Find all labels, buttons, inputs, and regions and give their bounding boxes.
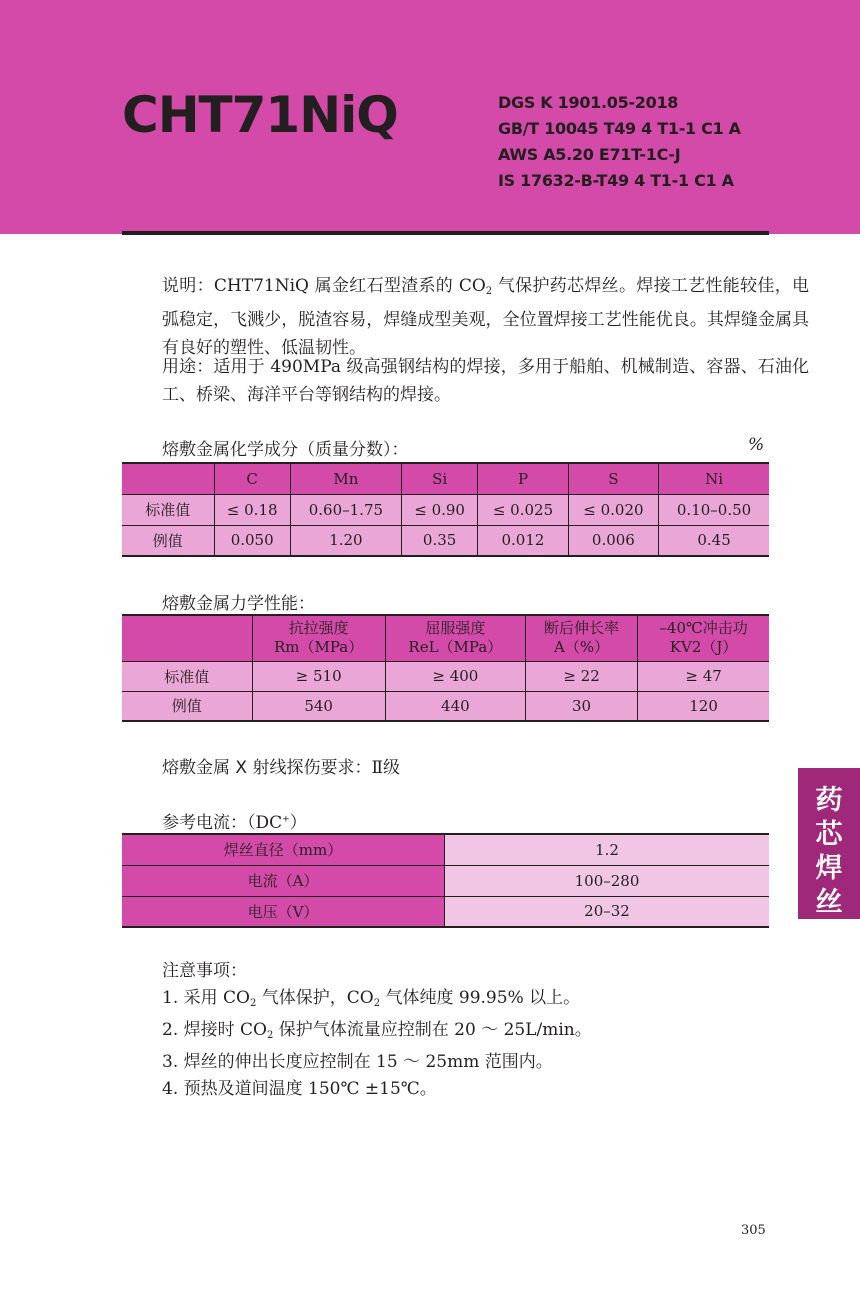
mechanical-title: 熔敷金属力学性能： bbox=[162, 594, 315, 614]
table-cell: 1.2 bbox=[445, 834, 770, 865]
usage-label: 用途： bbox=[162, 357, 214, 377]
table-row bbox=[122, 865, 769, 896]
description-paragraph bbox=[122, 272, 809, 362]
table-cell: ≤ 0.90 bbox=[401, 494, 477, 525]
header-name: 抗拉强度 bbox=[288, 619, 349, 638]
table-cell: 440 bbox=[385, 691, 525, 721]
table-row bbox=[122, 525, 769, 556]
xray-label: 熔敷金属 X 射线探伤要求： bbox=[162, 758, 372, 778]
note-item bbox=[162, 1017, 592, 1049]
note-text: 气体保护，CO bbox=[256, 988, 374, 1008]
description-text-b: 气保护药芯焊丝。焊接工艺性能较佳，电弧稳定，飞溅少，脱渣容易，焊缝成型美观，全位置焊接工艺性能优良。其焊缝金属具有良好的塑性、低温韧性。 bbox=[162, 276, 810, 358]
header-band bbox=[0, 0, 860, 234]
table-header-cell: Ni bbox=[659, 463, 769, 494]
side-tab bbox=[798, 768, 860, 919]
co2-subscript: 2 bbox=[266, 1030, 274, 1041]
table-cell: 例值 bbox=[122, 525, 214, 556]
standard-item: GB/T 10045 T49 4 T1-1 C1 A bbox=[498, 119, 741, 138]
table-cell: ≤ 0.020 bbox=[568, 494, 658, 525]
table-cell: 例值 bbox=[122, 691, 252, 721]
page-number: 305 bbox=[741, 1223, 766, 1238]
xray-requirement bbox=[162, 753, 400, 778]
header-unit: ReL（MPa） bbox=[408, 638, 503, 657]
note-item bbox=[162, 985, 592, 1017]
product-title: CHT71NiQ bbox=[122, 86, 398, 144]
table-cell: 焊丝直径（mm） bbox=[122, 834, 445, 865]
usage-text: 适用于 490MPa 级高强钢结构的焊接，多用于船舶、机械制造、容器、石油化工、桥梁、海洋平台等钢结构的焊接。 bbox=[162, 357, 809, 405]
co2-subscript: 2 bbox=[249, 998, 257, 1009]
note-text: 保护气体流量应控制在 20 ～ 25L/min。 bbox=[273, 1020, 592, 1040]
note-text: 1. 采用 CO bbox=[162, 988, 250, 1008]
current-table bbox=[122, 833, 769, 928]
chemical-unit: % bbox=[748, 435, 765, 455]
table-cell: ≥ 400 bbox=[385, 661, 525, 691]
description-text-a: CHT71NiQ 属金红石型渣系的 CO bbox=[213, 276, 486, 296]
side-tab-char: 芯 bbox=[815, 819, 843, 850]
table-header-cell: C bbox=[214, 463, 290, 494]
note-item: 3. 焊丝的伸出长度应控制在 15 ～ 25mm 范围内。 bbox=[162, 1052, 553, 1072]
side-tab-char: 丝 bbox=[815, 887, 843, 918]
table-cell: 0.60–1.75 bbox=[290, 494, 401, 525]
header-unit: KV2（J） bbox=[669, 638, 738, 657]
description-label: 说明： bbox=[162, 276, 214, 296]
table-header-cell: S bbox=[568, 463, 658, 494]
table-cell: 0.35 bbox=[401, 525, 477, 556]
table-cell: 1.20 bbox=[290, 525, 401, 556]
table-row bbox=[122, 661, 769, 691]
table-row bbox=[122, 691, 769, 721]
table-header-row bbox=[122, 463, 769, 494]
note-item: 4. 预热及道间温度 150℃ ±15℃。 bbox=[162, 1079, 437, 1099]
table-cell: 120 bbox=[638, 691, 769, 721]
standard-item: AWS A5.20 E71T-1C-J bbox=[498, 145, 681, 164]
current-mode: （DC bbox=[247, 813, 283, 833]
co2-subscript: 2 bbox=[373, 998, 381, 1009]
standard-item: IS 17632-B-T49 4 T1-1 C1 A bbox=[498, 171, 734, 190]
standards-list bbox=[498, 90, 741, 194]
table-header-cell bbox=[122, 463, 214, 494]
co2-subscript: 2 bbox=[485, 286, 493, 297]
table-cell: 0.050 bbox=[214, 525, 290, 556]
table-header-cell: Mn bbox=[290, 463, 401, 494]
side-tab-char: 药 bbox=[815, 785, 843, 816]
table-header-cell bbox=[385, 615, 525, 661]
table-cell: 20–32 bbox=[445, 896, 770, 927]
side-tab-char: 焊 bbox=[815, 853, 843, 884]
header-name: 屈服强度 bbox=[425, 619, 486, 638]
table-cell: ≥ 510 bbox=[252, 661, 385, 691]
table-row bbox=[122, 834, 769, 865]
notes-section bbox=[162, 958, 592, 1103]
table-cell: 标准值 bbox=[122, 661, 252, 691]
table-cell: ≤ 0.025 bbox=[478, 494, 568, 525]
table-row bbox=[122, 494, 769, 525]
table-header-cell: Si bbox=[401, 463, 477, 494]
table-header-row bbox=[122, 615, 769, 661]
current-mode-sup: + bbox=[282, 814, 290, 825]
table-header-cell bbox=[525, 615, 637, 661]
header-unit: A（%） bbox=[554, 638, 610, 657]
header-unit: Rm（MPa） bbox=[274, 638, 364, 657]
table-cell: 0.10–0.50 bbox=[659, 494, 769, 525]
current-title-line bbox=[162, 808, 307, 833]
table-row bbox=[122, 896, 769, 927]
table-cell: 0.012 bbox=[478, 525, 568, 556]
table-cell: ≤ 0.18 bbox=[214, 494, 290, 525]
table-header-cell bbox=[638, 615, 769, 661]
table-cell: 540 bbox=[252, 691, 385, 721]
table-cell: ≥ 47 bbox=[638, 661, 769, 691]
xray-value: Ⅱ级 bbox=[371, 758, 401, 778]
usage-paragraph bbox=[122, 353, 809, 409]
standard-item: DGS K 1901.05-2018 bbox=[498, 93, 679, 112]
note-text: 气体纯度 99.95% 以上。 bbox=[380, 988, 581, 1008]
table-header-cell bbox=[252, 615, 385, 661]
note-text: 2. 焊接时 CO bbox=[162, 1020, 267, 1040]
table-cell: 电流（A） bbox=[122, 865, 445, 896]
chemical-table bbox=[122, 462, 769, 557]
table-cell: 0.006 bbox=[568, 525, 658, 556]
current-mode-end: ） bbox=[289, 813, 307, 833]
header-name: 断后伸长率 bbox=[544, 619, 620, 638]
table-cell: 30 bbox=[525, 691, 637, 721]
table-cell: 0.45 bbox=[659, 525, 769, 556]
header-name: –40℃冲击功 bbox=[659, 619, 748, 638]
table-cell: ≥ 22 bbox=[525, 661, 637, 691]
notes-title: 注意事项： bbox=[162, 961, 247, 981]
header-rule bbox=[122, 231, 769, 235]
table-cell: 100–280 bbox=[445, 865, 770, 896]
mechanical-table bbox=[122, 614, 769, 722]
table-cell: 电压（V） bbox=[122, 896, 445, 927]
current-title: 参考电流： bbox=[162, 813, 247, 833]
table-header-cell: P bbox=[478, 463, 568, 494]
table-cell: 标准值 bbox=[122, 494, 214, 525]
chemical-title: 熔敷金属化学成分（质量分数）： bbox=[162, 440, 409, 460]
table-header-cell bbox=[122, 615, 252, 661]
